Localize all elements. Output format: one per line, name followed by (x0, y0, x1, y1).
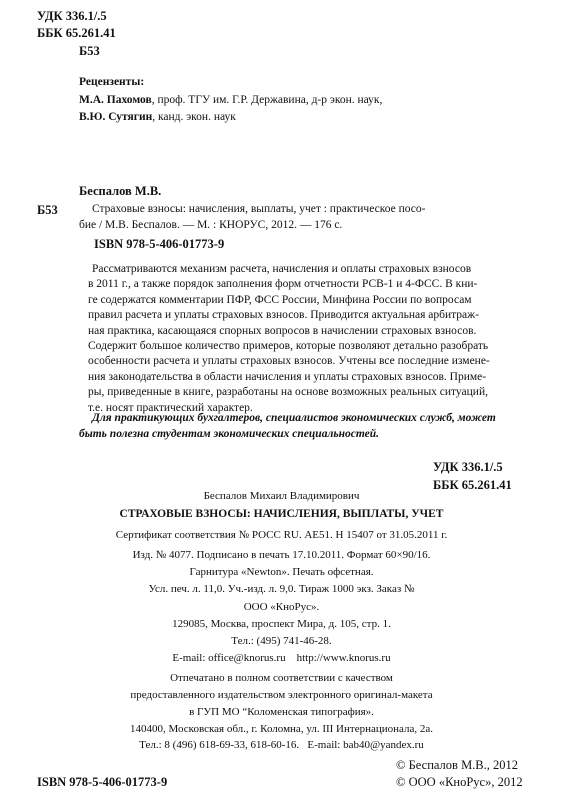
udk-right: УДК 336.1/.5 (433, 460, 503, 474)
reviewer-2-details: , канд. экон. наук (152, 111, 236, 123)
imprint-publish-3: Усл. печ. л. 11,0. Уч.-изд. л. 9,0. Тираж 1000 экз. Заказ № (148, 583, 415, 595)
imprint-certificate: Сертификат соответствия № РОСС RU. АЕ51. Н 15407 от 31.05.2011 г. (115, 529, 448, 541)
publisher-name: ООО «КноРус». (243, 601, 320, 613)
abstract-line: ге содержатся комментарии ПФР, ФСС России, Минфина России по вопросам (88, 293, 472, 306)
abstract-line: ная практика, касающаяся спорных вопросов в начислении страховых взносов. (88, 324, 477, 337)
reviewer-1-name: М.А. Пахомов (79, 94, 152, 106)
imprint-publish-2: Гарнитура «Newton». Печать офсетная. (189, 566, 374, 578)
biblio-author: Беспалов М.В. (79, 184, 162, 198)
biblio-isbn: ISBN 978-5-406-01773-9 (94, 237, 225, 251)
publisher-address: 129085, Москва, проспект Мира, д. 105, стр. 1. (172, 618, 391, 630)
reviewers-heading: Рецензенты: (79, 76, 145, 88)
udk-top: УДК 336.1/.5 (37, 9, 107, 23)
abstract-line: особенности расчета и уплаты страховых взносов. Учтены все последние измене- (88, 355, 490, 368)
bbk-top: ББК 65.261.41 (37, 26, 116, 40)
reviewer-1 (79, 94, 382, 106)
abstract (88, 262, 520, 416)
audience-line-2: быть полезна студентам экономических специальностей. (79, 428, 380, 440)
copyright-author: © Беспалов М.В., 2012 (396, 758, 519, 772)
abstract-line: Рассматриваются механизм расчета, начисления и оплаты страховых взносов (92, 263, 472, 275)
imprint-author: Беспалов Михаил Владимирович (203, 490, 360, 502)
reviewer-2 (79, 111, 236, 123)
publisher-contacts: E-mail: office@knorus.ru http://www.knorus.ru (172, 652, 391, 664)
reviewer-2-name: В.Ю. Сутягин (79, 111, 153, 123)
printed-line-3: в ГУП МО “Коломенская типография». (189, 706, 374, 718)
biblio-code: Б53 (37, 203, 58, 217)
printed-line-2: предоставленного издательством электронного оригинал-макета (130, 689, 433, 701)
abstract-line: в 2011 г., а также порядок заполнения форм отчетности РСВ-1 и 4-ФСС. В кни- (88, 278, 478, 291)
abstract-line: Содержит большое количество примеров, которые позволяют детально разобрать (88, 340, 489, 353)
biblio-line-2: бие / М.В. Беспалов. — М. : КНОРУС, 2012. — 176 с. (79, 219, 343, 231)
printed-line-4: 140400, Московская обл., г. Коломна, ул. III Интернационала, 2а. (130, 723, 433, 735)
biblio-line-1: Страховые взносы: начисления, выплаты, учет : практическое посо- (92, 203, 426, 215)
reviewer-1-details: , проф. ТГУ им. Г.Р. Державина, д-р экон. наук, (151, 94, 383, 106)
copyright-publisher: © ООО «КноРус», 2012 (396, 775, 523, 789)
printed-line-5: Тел.: 8 (496) 618-69-33, 618-60-16. E-mail: bab40@yandex.ru (139, 739, 424, 751)
abstract-line: правил расчета и уплаты страховых взносов. Приводится актуальная арбитраж- (88, 309, 479, 322)
abstract-line: ры, приведенные в книге, разработаны на основе возможных реальных ситуаций, (88, 386, 488, 399)
imprint-title: СТРАХОВЫЕ ВЗНОСЫ: НАЧИСЛЕНИЯ, ВЫПЛАТЫ, УЧЕТ (119, 508, 444, 520)
abstract-line: ния законодательства в области начисления и уплаты страховых взносов. Приме- (88, 370, 487, 383)
footer-isbn: ISBN 978-5-406-01773-9 (37, 775, 168, 789)
abstract-line: т.е. носят практический характер. (88, 401, 253, 414)
printed-line-1: Отпечатано в полном соответствии с качеством (170, 672, 393, 684)
bbk-right: ББК 65.261.41 (433, 478, 512, 492)
author-code-top: Б53 (79, 44, 100, 58)
publisher-phone: Тел.: (495) 741-46-28. (231, 635, 332, 647)
audience-line-1: Для практикующих бухгалтеров, специалистов экономических служб, может (92, 412, 496, 424)
imprint-publish-1: Изд. № 4077. Подписано в печать 17.10.2011. Формат 60×90/16. (132, 549, 431, 561)
